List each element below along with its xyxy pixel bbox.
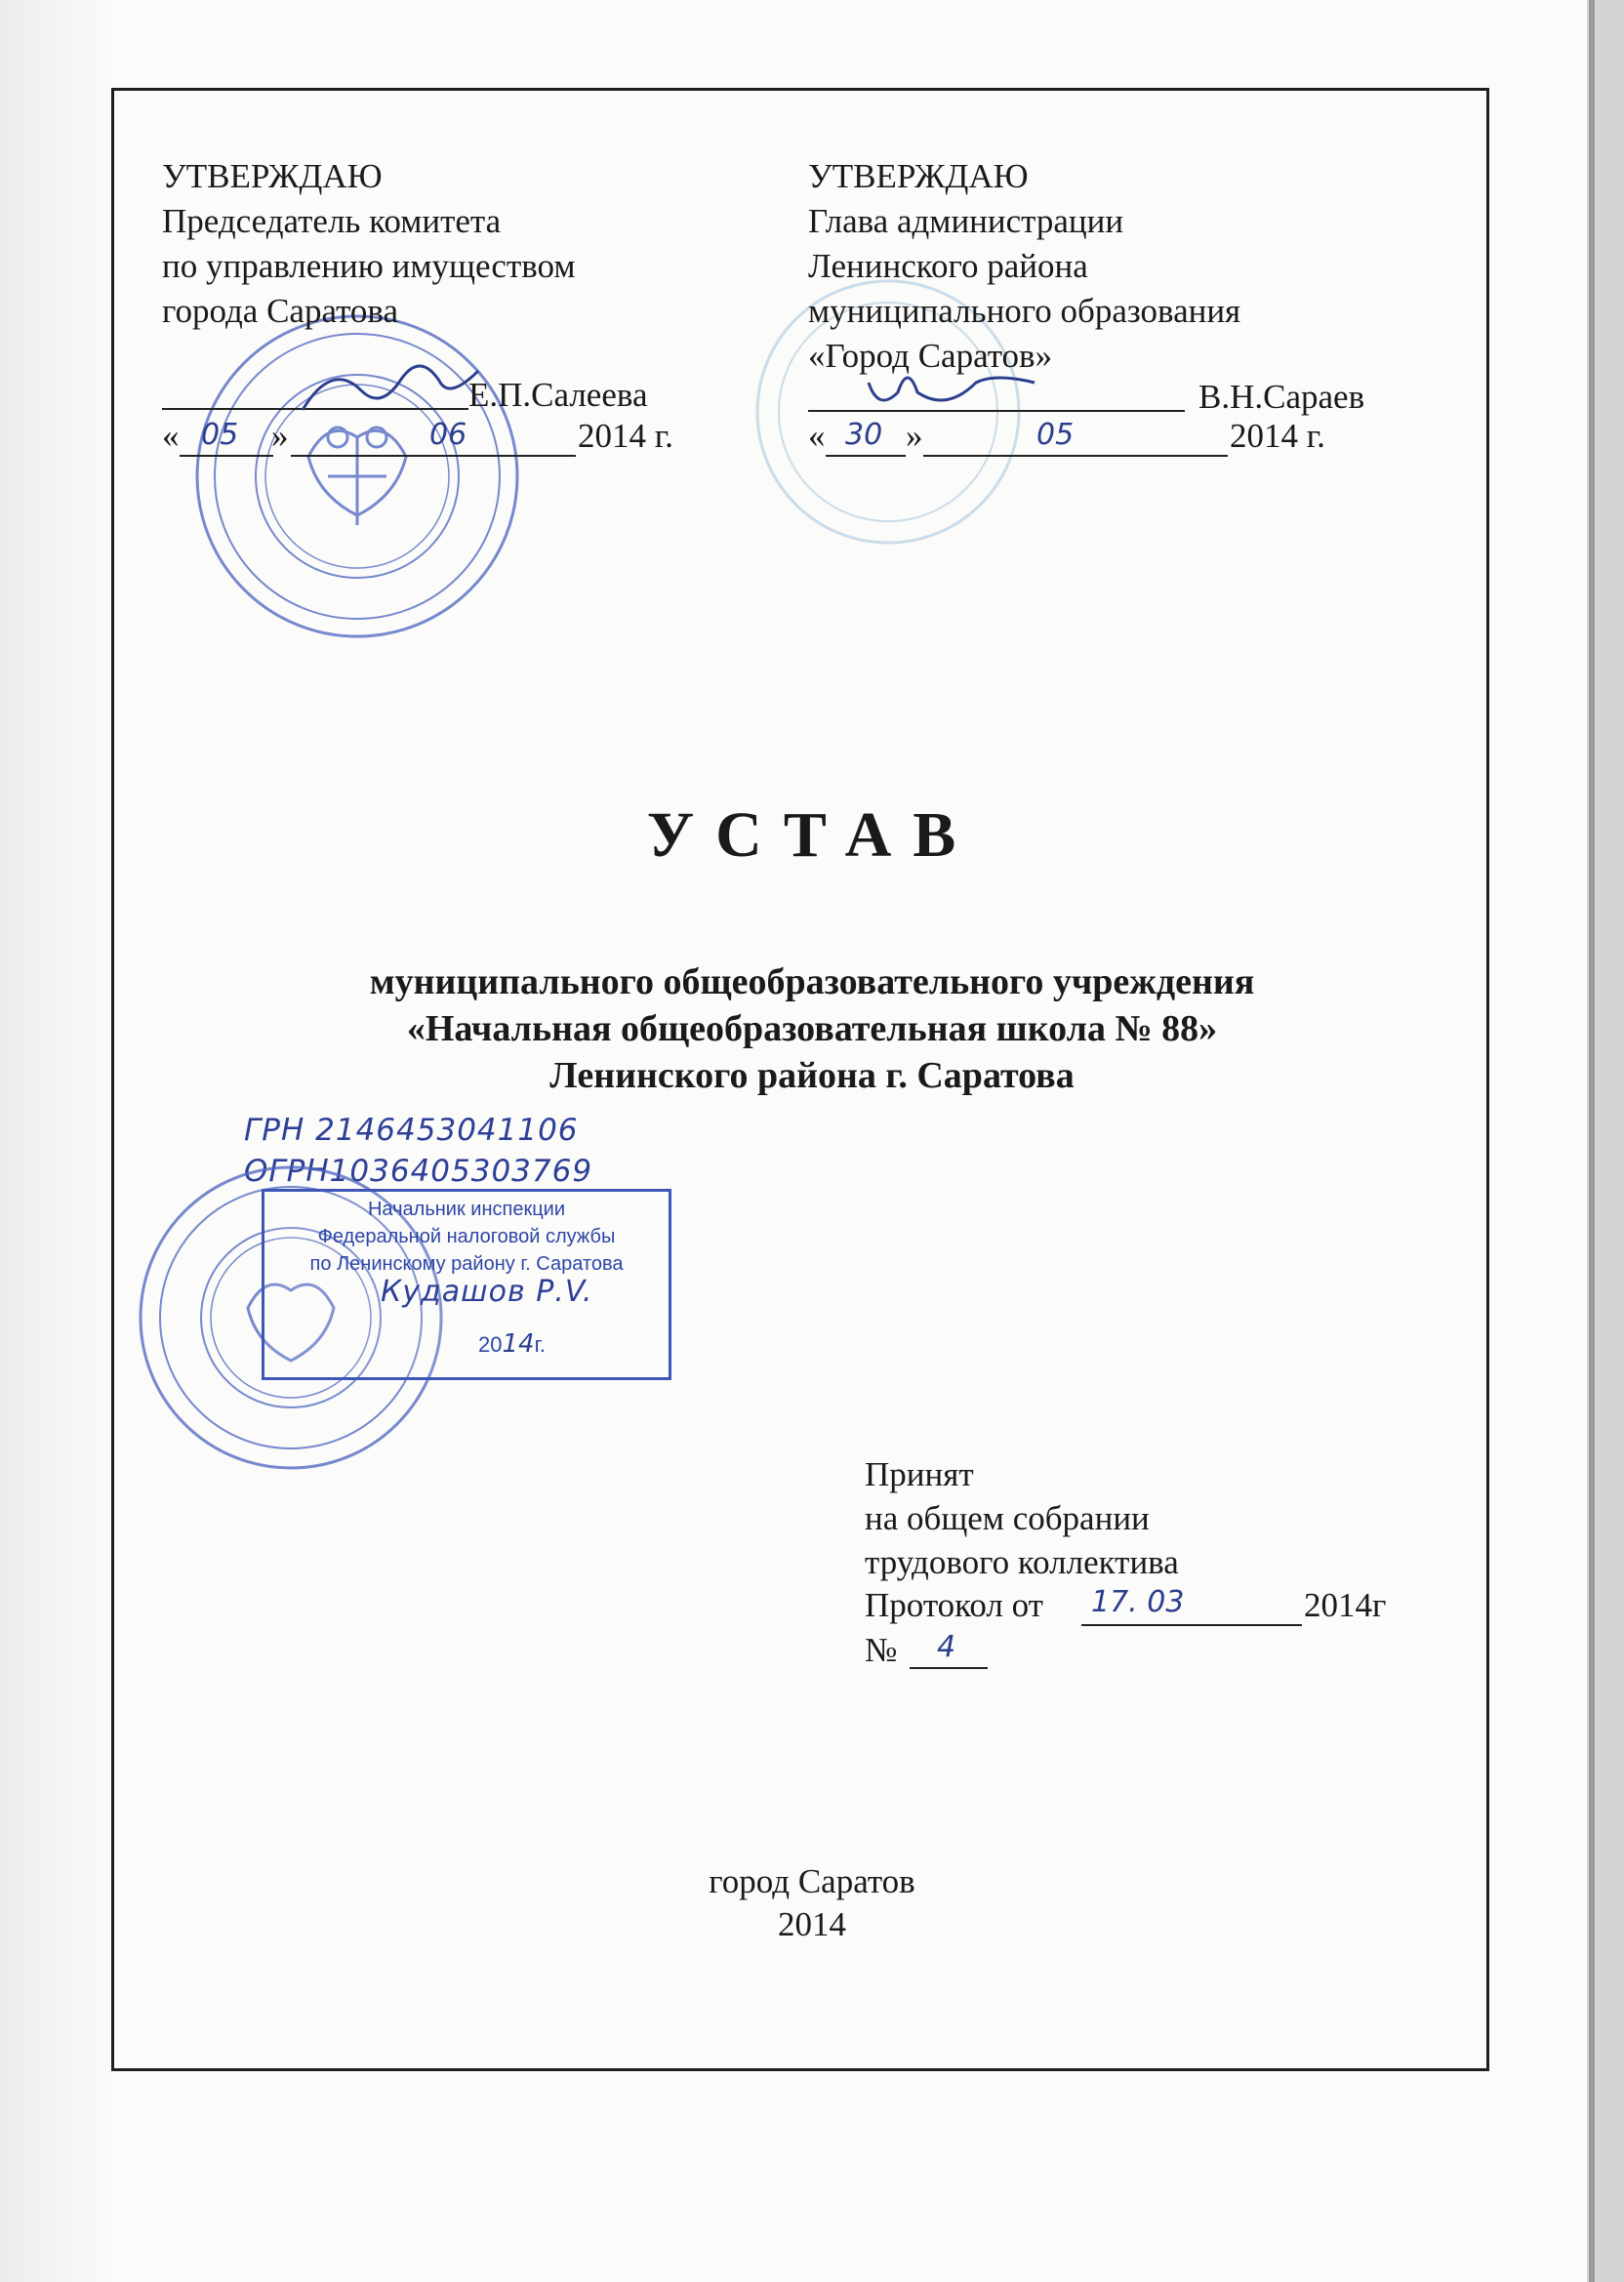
tax-box-year-suffix: г. — [534, 1332, 547, 1357]
left-signer-name: Е.П.Салеева — [468, 376, 648, 414]
left-approval-line1: Председатель комитета — [162, 202, 502, 240]
right-date-day-line — [826, 455, 906, 457]
grn-handwritten: ГРН 2146453041106 — [244, 1113, 579, 1148]
left-date-month-line — [291, 455, 576, 457]
protocol-number-line — [910, 1667, 988, 1669]
accepted-line2: на общем собрании — [865, 1499, 1150, 1537]
right-signature-scrawl — [859, 353, 1054, 422]
protocol-number: 4 — [937, 1630, 956, 1664]
subtitle-line2: «Начальная общеобразовательная школа № 88» — [406, 1008, 1218, 1049]
right-approval-line3: муниципального образования — [808, 292, 1241, 330]
right-approval-heading: УТВЕРЖДАЮ — [808, 157, 1029, 195]
left-date-day: 05 — [201, 418, 239, 452]
left-date-row — [162, 414, 180, 459]
right-date-close-quote: » — [906, 417, 923, 455]
right-approval-line1: Глава администрации — [808, 202, 1124, 240]
accepted-line1: Принят — [865, 1455, 974, 1493]
tax-box-line1: Начальник инспекции — [367, 1199, 565, 1220]
protocol-date-line — [1081, 1624, 1302, 1626]
tax-box-line2: Федеральной налоговой службы — [317, 1226, 616, 1247]
tax-box-date-row — [478, 1329, 546, 1359]
right-date-open-quote: « — [808, 417, 826, 455]
footer-year: 2014 — [778, 1905, 846, 1943]
left-approval-heading: УТВЕРЖДАЮ — [162, 157, 383, 195]
ogrn-handwritten: ОГРН1036405303769 — [244, 1154, 593, 1189]
tax-box-year-hand: 14 — [502, 1329, 535, 1359]
protocol-date: 17. 03 — [1091, 1585, 1185, 1619]
subtitle-line1: муниципального общеобразовательного учреждения — [369, 961, 1255, 1002]
right-date-day: 30 — [845, 418, 883, 452]
right-approval-line2: Ленинского района — [808, 247, 1088, 285]
footer-city: город Саратов — [709, 1862, 915, 1900]
right-date-month: 05 — [1036, 418, 1075, 452]
left-approval-line3: города Саратова — [162, 292, 399, 330]
left-approval-line2: по управлению имуществом — [162, 247, 576, 285]
tax-box-signer: Кудашов Р.V. — [381, 1275, 593, 1309]
left-date-year: 2014 г. — [578, 417, 673, 455]
right-approval-block — [808, 154, 1240, 379]
left-approval-block — [162, 154, 576, 334]
accepted-block — [865, 1452, 1179, 1584]
tax-box-line3: по Ленинскому району г. Саратова — [309, 1253, 624, 1275]
document-footer — [0, 1860, 1624, 1946]
right-date-year: 2014 г. — [1230, 417, 1325, 455]
protocol-prefix: Протокол от — [865, 1586, 1043, 1624]
left-date-day-line — [180, 455, 273, 457]
protocol-number-prefix: № — [865, 1631, 898, 1669]
left-date-close-quote: » — [271, 417, 289, 455]
document-title: УСТАВ — [646, 799, 978, 871]
document-subtitle — [0, 958, 1624, 1099]
left-date-month: 06 — [429, 418, 467, 452]
protocol-year: 2014г — [1304, 1586, 1387, 1624]
left-date-open-quote: « — [162, 417, 180, 455]
right-signer-name: В.Н.Сараев — [1198, 378, 1365, 416]
subtitle-line3: Ленинского района г. Саратова — [549, 1055, 1075, 1096]
accepted-line3: трудового коллектива — [865, 1543, 1179, 1581]
right-date-month-line — [923, 455, 1228, 457]
tax-box-year-prefix: 20 — [478, 1332, 503, 1357]
right-approval-line4: «Город Саратов» — [808, 337, 1053, 375]
